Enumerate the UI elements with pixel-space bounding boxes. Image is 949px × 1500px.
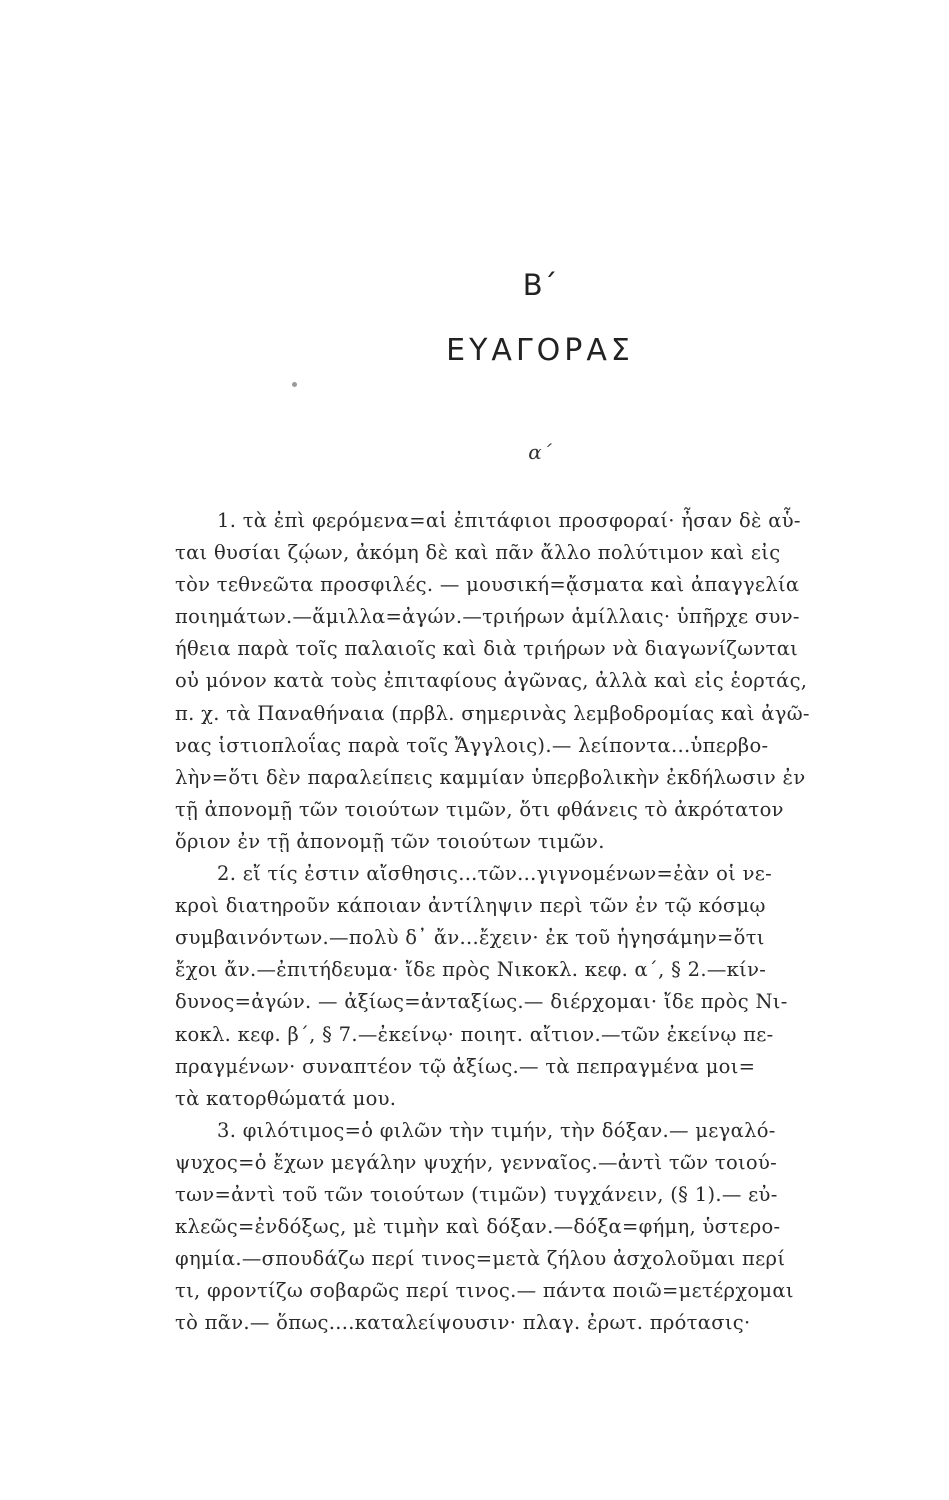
- text-line: οὐ μόνον κατὰ τοὺς ἐπιταφίους ἀγῶνας, ἀλλὰ καὶ εἰς ἑορτάς,: [175, 669, 808, 693]
- text-line: τὸν τεθνεῶτα προσφιλές. — μουσική=ᾄσματα καὶ ἀπαγγελία: [175, 573, 800, 597]
- text-line: συμβαινόντων.—πολὺ δ᾿ ἄν...ἔχειν· ἐκ τοῦ ἡγησάμην=ὅτι: [175, 926, 765, 950]
- text-line: ψυχος=ὁ ἔχων μεγάλην ψυχήν, γενναῖος.—ἀντὶ τῶν τοιού-: [175, 1150, 778, 1174]
- text-line: ὅριον ἐν τῇ ἀπονομῇ τῶν τοιούτων τιμῶν.: [175, 829, 605, 853]
- text-line: δυνος=ἀγών. — ἀξίως=ἀνταξίως.— διέρχομαι· ἴδε πρὸς Νι-: [175, 990, 788, 1014]
- text-line: κροὶ διατηροῦν κάποιαν ἀντίληψιν περὶ τῶν ἐν τῷ κόσμῳ: [175, 894, 766, 918]
- paragraph-2: [175, 858, 935, 1115]
- text-line: π. χ. τὰ Παναθήναια (πρβλ. σημερινὰς λεμβοδρομίας καὶ ἀγῶ-: [175, 701, 810, 725]
- text-line: φημία.—σπουδάζω περί τινος=μετὰ ζήλου ἀσχολοῦμαι περί: [175, 1247, 786, 1271]
- paragraph-1: [175, 505, 935, 858]
- print-speck: [292, 382, 297, 387]
- section-letter: Β΄: [522, 268, 558, 302]
- text-line: ποιημάτων.—ἅμιλλα=ἀγών.—τριήρων ἁμίλλαις· ὑπῆρχε συν-: [175, 605, 800, 629]
- text-line: κλεῶς=ἐνδόξως, μὲ τιμὴν καὶ δόξαν.—δόξα=φήμη, ὑστερο-: [175, 1215, 781, 1239]
- text-line: νας ἱστιοπλοΐας παρὰ τοῖς Ἄγγλοις).— λείποντα...ὑπερβο-: [175, 733, 769, 757]
- text-line: λὴν=ὅτι δὲν παραλείπεις καμμίαν ὑπερβολικὴν ἐκδήλωσιν ἐν: [175, 765, 806, 789]
- text-line: 2. εἴ τίς ἐστιν αἴσθησις...τῶν...γιγνομένων=ἐὰν οἱ νε-: [217, 862, 773, 886]
- text-line: 1. τὰ ἐπὶ φερόμενα=αἱ ἐπιτάφιοι προσφοραί· ἦσαν δὲ αὗ-: [217, 509, 801, 532]
- paragraph-3: [175, 1115, 935, 1340]
- text-line: των=ἀντὶ τοῦ τῶν τοιούτων (τιμῶν) τυγχάνειν, (§ 1).— εὐ-: [175, 1182, 778, 1206]
- text-line: τὰ κατορθώματά μου.: [175, 1086, 397, 1110]
- text-line: ἔχοι ἄν.—ἐπιτήδευμα· ἴδε πρὸς Νικοκλ. κεφ. α΄, § 2.—κίν-: [175, 958, 767, 982]
- text-line: ήθεια παρὰ τοῖς παλαιοῖς καὶ διὰ τριήρων νὰ διαγωνίζωνται: [175, 637, 799, 661]
- section-title: ΕΥΑΓΟΡΑΣ: [446, 333, 634, 368]
- text-line: τι, φροντίζω σοβαρῶς περί τινος.— πάντα ποιῶ=μετέρχομαι: [175, 1279, 794, 1303]
- text-line: κοκλ. κεφ. β΄, § 7.—ἐκείνῳ· ποιητ. αἴτιον.—τῶν ἐκείνῳ πε-: [175, 1022, 774, 1046]
- text-line: ται θυσίαι ζῴων, ἀκόμη δὲ καὶ πᾶν ἄλλο πολύτιμον καὶ εἰς: [175, 541, 781, 565]
- commentary-text: [175, 505, 935, 1339]
- text-line: τὸ πᾶν.— ὅπως....καταλείψουσιν· πλαγ. ἐρωτ. πρότασις·: [175, 1311, 751, 1335]
- subsection-label: α΄: [528, 440, 552, 464]
- text-line: 3. φιλότιμος=ὁ φιλῶν τὴν τιμήν, τὴν δόξαν.— μεγαλό-: [217, 1118, 776, 1142]
- text-line: πραγμένων· συναπτέον τῷ ἀξίως.— τὰ πεπραγμένα μοι=: [175, 1054, 756, 1078]
- text-line: τῇ ἀπονομῇ τῶν τοιούτων τιμῶν, ὅτι φθάνεις τὸ ἀκρότατον: [175, 797, 784, 821]
